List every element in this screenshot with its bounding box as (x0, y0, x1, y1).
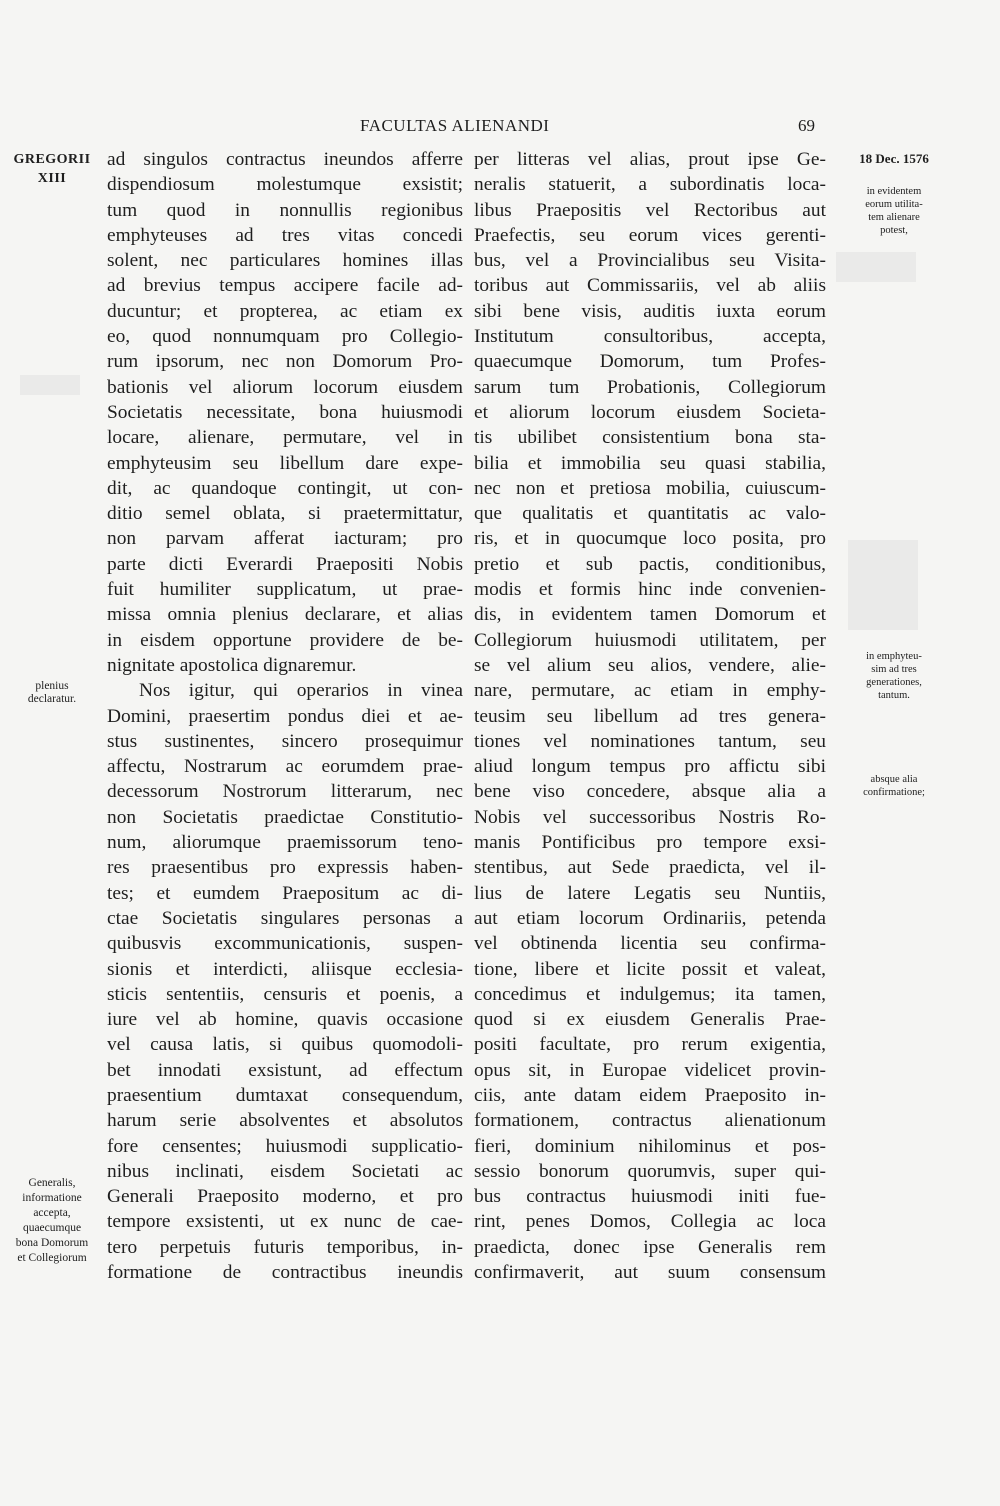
text-line: Collegiorum huiusmodi utilitatem, per (474, 629, 826, 651)
text-line: Institutum consultoribus, accepta, (474, 326, 826, 348)
text-line: parte dicti Everardi Praepositi Nobis (107, 553, 463, 575)
text-line: tum quod in nonnullis regionibus (107, 199, 463, 221)
margin-note-line: confirmatione; (863, 787, 925, 798)
text-line: bilia et immobilia seu quasi stabilia, (474, 452, 826, 474)
margin-date (832, 150, 956, 168)
text-line: rint, penes Domos, Collegia ac loca (474, 1211, 826, 1233)
text-line: affectu, Nostrarum ac eorumdem prae- (107, 756, 463, 778)
text-line: praedicta, donec ipse Generalis rem (474, 1236, 826, 1258)
text-line: et aliorum locorum eiusdem Societa- (474, 401, 826, 423)
text-line: aut etiam locorum Ordinariis, petenda (474, 907, 826, 929)
text-line: sionis et interdicti, aliisque ecclesia- (107, 958, 463, 980)
text-line: Generali Praeposito moderno, et pro (107, 1186, 463, 1208)
text-line: stentibus, aut Sede praedicta, vel il- (474, 857, 826, 879)
text-line: bus contractus huiusmodi initi fue- (474, 1186, 826, 1208)
margin-note-generalis (2, 1176, 102, 1266)
text-line: in eisdem opportune providere de be- (107, 629, 463, 651)
text-line: non parvam afferat iacturam; pro (107, 528, 463, 550)
text-line: locare, alienare, permutare, vel in (107, 427, 463, 449)
text-column-right (474, 147, 826, 1285)
text-line: aliud longum tempus pro affictu sibi (474, 756, 826, 778)
text-line: dispendiosum molestumque exsistit; (107, 174, 463, 196)
margin-note-line: potest, (880, 225, 908, 236)
margin-note-absque (832, 773, 956, 799)
margin-note-emphyteusim (832, 650, 956, 702)
text-line: stus sustinentes, sincero prosequimur (107, 730, 463, 752)
text-line: tiones vel nominationes tantum, seu (474, 730, 826, 752)
text-line: que qualitatis et quantitatis ac valo- (474, 503, 826, 525)
text-line: tero perpetuis futuris temporibus, in- (107, 1236, 463, 1258)
text-line: ditio semel oblata, si praetermittatur, (107, 503, 463, 525)
text-line: nare, permutare, ac etiam in emphy- (474, 680, 826, 702)
margin-note-line: tem alienare (868, 212, 920, 223)
text-line: res praesentibus pro expressis haben- (107, 857, 463, 879)
text-line: tes; et eumdem Praepositum ac di- (107, 882, 463, 904)
text-line: bationis vel aliorum locorum eiusdem (107, 376, 463, 398)
text-line: decessorum Nostrorum litterarum, nec (107, 781, 463, 803)
margin-note-line: accepta, (33, 1207, 71, 1219)
margin-note-line: generationes, (866, 677, 922, 688)
text-line: solent, nec particulares homines illas (107, 250, 463, 272)
text-line: nec non et pretiosa mobilia, cuiuscum- (474, 477, 826, 499)
text-line: bet innodati exsistunt, ad effectum (107, 1059, 463, 1081)
text-line: Nos igitur, qui operarios in vinea (139, 680, 463, 702)
text-line: ctae Societatis singulares personas a (107, 907, 463, 929)
text-line: nibus inclinati, eisdem Societati ac (107, 1160, 463, 1182)
margin-note-line: Generalis, (28, 1177, 76, 1189)
margin-note-line: quaecumque (22, 1222, 82, 1234)
text-line: dis, in evidentem tamen Domorum et (474, 604, 826, 626)
text-line: confirmaverit, aut suum consensum (474, 1262, 826, 1284)
margin-note-line: declaratur. (27, 693, 77, 705)
text-line: non Societatis praedictae Constitutio- (107, 806, 463, 828)
text-column-left (107, 147, 463, 1285)
margin-note-line: tantum. (878, 690, 910, 701)
text-line: eo, quod nonnumquam pro Collegio- (107, 326, 463, 348)
text-line: dit, ac quandoque contingit, ut con- (107, 477, 463, 499)
text-line: fuit humiliter supplicatum, ut prae- (107, 579, 463, 601)
date-line: 18 Dec. 1576 (859, 151, 929, 166)
text-line: formationem, contractus alienationum (474, 1110, 826, 1132)
text-line: se vel alium seu alios, vendere, alie- (474, 654, 826, 676)
text-line: modis et formis hinc inde convenien- (474, 579, 826, 601)
text-line: tis ubilibet consistentium bona sta- (474, 427, 826, 449)
margin-note-line: plenius (35, 680, 69, 692)
text-line: num, aliorumque praemissorum teno- (107, 832, 463, 854)
text-line: tempore exsistenti, ut ex nunc de cae- (107, 1211, 463, 1233)
text-line: Nobis vel successoribus Nostris Ro- (474, 806, 826, 828)
text-line: bene viso concedere, absque alia a (474, 781, 826, 803)
text-line: lius de latere Legatis seu Nuntiis, (474, 882, 826, 904)
text-line: emphyteusim seu libellum dare expe- (107, 452, 463, 474)
bleed-through-mark (836, 252, 916, 282)
text-line: bus, vel a Provincialibus seu Visita- (474, 250, 826, 272)
pontiff-line: XIII (37, 171, 67, 186)
text-line: positi facultate, pro rerum exigentia, (474, 1034, 826, 1056)
text-line: ad singulos contractus ineundos afferre (107, 149, 463, 170)
text-line: teusim seu libellum ad tres genera- (474, 705, 826, 727)
margin-note-line: sim ad tres (871, 664, 917, 675)
text-line: missa omnia plenius declarare, et alias (107, 604, 463, 626)
text-line: formatione de contractibus ineundis (107, 1262, 463, 1284)
pontiff-line: GREGORII (13, 152, 91, 167)
bleed-through-mark (848, 540, 918, 630)
text-line: neralis statuerit, a subordinatis loca- (474, 174, 826, 196)
text-line: praesentium dumtaxat consequendum, (107, 1084, 463, 1106)
margin-note-plenius (2, 680, 102, 706)
bleed-through-mark (20, 375, 80, 395)
text-line: ciis, ante datam eidem Praeposito in- (474, 1084, 826, 1106)
running-title: FACULTAS ALIENANDI (360, 116, 550, 135)
text-line: libus Praepositis vel Rectoribus aut (474, 199, 826, 221)
text-line: rum ipsorum, nec non Domorum Pro- (107, 351, 463, 373)
text-line: vel obtinenda licentia seu confirma- (474, 933, 826, 955)
text-line: sibi bene visis, auditis iuxta eorum (474, 300, 826, 322)
margin-note-line: eorum utilita- (865, 199, 923, 210)
text-line: fore censentes; huiusmodi supplicatio- (107, 1135, 463, 1157)
text-line: toribus aut Commissariis, vel ab aliis (474, 275, 826, 297)
margin-note-line: in evidentem (866, 186, 922, 197)
margin-note-line: et Collegiorum (17, 1252, 87, 1264)
text-line: Societatis necessitate, bona huiusmodi (107, 401, 463, 423)
margin-note-line: absque alia (870, 774, 918, 785)
text-line: ducuntur; et propterea, ac etiam ex (107, 300, 463, 322)
text-line: fieri, dominium nihilominus et pos- (474, 1135, 826, 1157)
page-number: 69 (798, 116, 815, 135)
text-line: emphyteuses ad tres vitas concedi (107, 224, 463, 246)
text-line: opus sit, in Europae videlicet provin- (474, 1059, 826, 1081)
text-line: concedimus et indulgemus; ita tamen, (474, 983, 826, 1005)
text-line: harum serie absolventes et absolutos (107, 1110, 463, 1132)
margin-note-line: in emphyteu- (866, 651, 922, 662)
margin-note-evidentem (832, 185, 956, 237)
margin-note-line: informatione (22, 1192, 82, 1204)
text-line: ris, et in quocumque loco posita, pro (474, 528, 826, 550)
text-line: per litteras vel alias, prout ipse Ge- (474, 149, 826, 170)
text-line: quaecumque Domorum, tum Profes- (474, 351, 826, 373)
text-line: iure vel ab homine, quavis occasione (107, 1009, 463, 1031)
text-line: vel causa latis, si quibus quomodoli- (107, 1034, 463, 1056)
text-line: ad brevius tempus accipere facile ad- (107, 275, 463, 297)
text-line: tione, libere et licite possit et valeat, (474, 958, 826, 980)
margin-pontiff-name (2, 150, 102, 188)
text-line: pretio et sub pactis, conditionibus, (474, 553, 826, 575)
text-line: Praefectis, seu eorum vices gerenti- (474, 224, 826, 246)
text-line: sticis sententiis, censuris et poenis, a (107, 983, 463, 1005)
text-line: nignitate apostolica dignaremur. (107, 654, 357, 676)
text-line: Domini, praesertim pondus diei et ae- (107, 705, 463, 727)
margin-note-line: bona Domorum (15, 1237, 89, 1249)
text-line: sessio bonorum quorumvis, super qui- (474, 1160, 826, 1182)
text-line: quibusvis excommunicationis, suspen- (107, 933, 463, 955)
text-line: sarum tum Probationis, Collegiorum (474, 376, 826, 398)
text-line: quod si ex eiusdem Generalis Prae- (474, 1009, 826, 1031)
text-line: manis Pontificibus pro tempore exsi- (474, 832, 826, 854)
